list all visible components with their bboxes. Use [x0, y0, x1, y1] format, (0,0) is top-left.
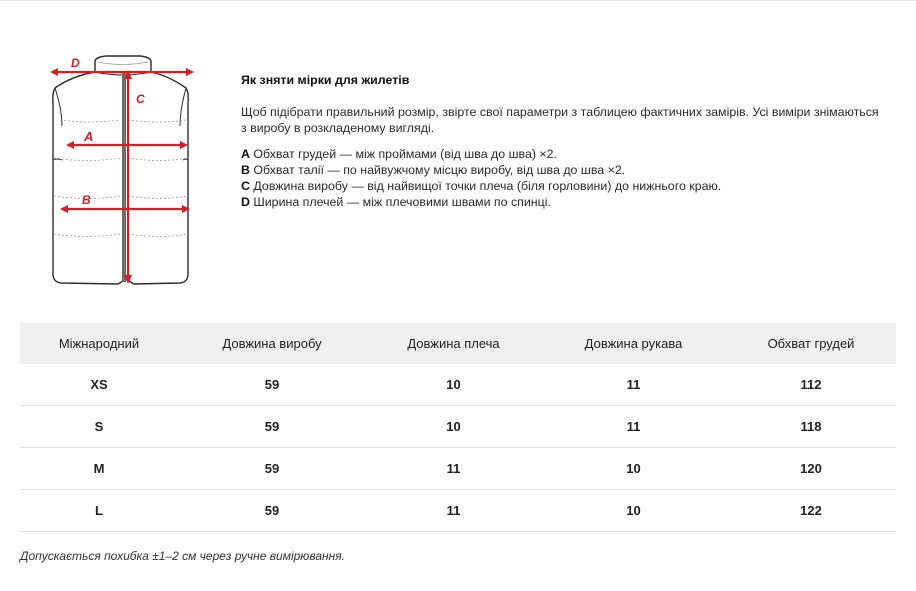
table-cell: 10 — [541, 490, 726, 532]
table-cell: 10 — [366, 364, 541, 406]
zipper — [122, 72, 126, 282]
table-cell: L — [20, 490, 178, 532]
instruction-b-letter: B — [241, 163, 250, 177]
vest-measurement-diagram — [40, 48, 215, 293]
instruction-d-letter: D — [241, 195, 250, 209]
header-shoulder: Довжина плеча — [366, 323, 541, 364]
table-cell: 59 — [178, 406, 366, 448]
table-cell: 59 — [178, 490, 366, 532]
table-row — [20, 364, 896, 406]
table-cell: 11 — [541, 364, 726, 406]
table-cell: 59 — [178, 364, 366, 406]
table-cell: S — [20, 406, 178, 448]
table-cell: 11 — [541, 406, 726, 448]
label-a: A — [84, 129, 94, 144]
table-row — [20, 406, 896, 448]
size-table — [20, 323, 896, 532]
header-chest: Обхват грудей — [726, 323, 896, 364]
label-d: D — [71, 56, 80, 70]
label-b: B — [82, 193, 91, 207]
instruction-a-letter: A — [241, 147, 250, 161]
instruction-d-text: Ширина плечей — між плечовими швами по спинці. — [249, 195, 551, 209]
measurement-instructions — [241, 72, 881, 210]
table-cell: 59 — [178, 448, 366, 490]
table-cell: 120 — [726, 448, 896, 490]
instruction-c — [241, 178, 881, 194]
top-divider — [0, 0, 916, 1]
instructions-intro: Щоб підібрати правильний розмір, звірте свої параметри з таблицею фактичних замірів. Усі виміри знімаються з виробу в розкладеному вигляді. — [241, 105, 879, 135]
instruction-a — [241, 146, 881, 162]
table-cell: XS — [20, 364, 178, 406]
header-length: Довжина виробу — [178, 323, 366, 364]
header-sleeve: Довжина рукава — [541, 323, 726, 364]
instruction-c-text: Довжина виробу — від найвищої точки плеча (біля горловини) до нижнього краю. — [249, 179, 722, 193]
table-header-row — [20, 323, 896, 364]
label-c: C — [136, 92, 145, 106]
table-cell: 11 — [366, 490, 541, 532]
tolerance-footnote: Допускається похибка ±1–2 см через ручне вимірювання. — [20, 549, 345, 563]
table-cell: 10 — [541, 448, 726, 490]
table-row — [20, 448, 896, 490]
table-cell: M — [20, 448, 178, 490]
instruction-b-text: Обхват талії — по найвужчому місцю виробу, від шва до шва ×2. — [249, 163, 626, 177]
table-cell: 122 — [726, 490, 896, 532]
table-row — [20, 490, 896, 532]
table-cell: 112 — [726, 364, 896, 406]
instruction-b — [241, 162, 881, 178]
table-cell: 11 — [366, 448, 541, 490]
table-cell: 118 — [726, 406, 896, 448]
instructions-title: Як зняти мірки для жилетів — [241, 73, 410, 87]
instruction-d — [241, 194, 881, 210]
header-international: Міжнародний — [20, 323, 178, 364]
instruction-c-letter: C — [241, 179, 250, 193]
table-cell: 10 — [366, 406, 541, 448]
instruction-a-text: Обхват грудей — між проймами (від шва до шва) ×2. — [249, 147, 558, 161]
vest-outline — [53, 56, 189, 284]
